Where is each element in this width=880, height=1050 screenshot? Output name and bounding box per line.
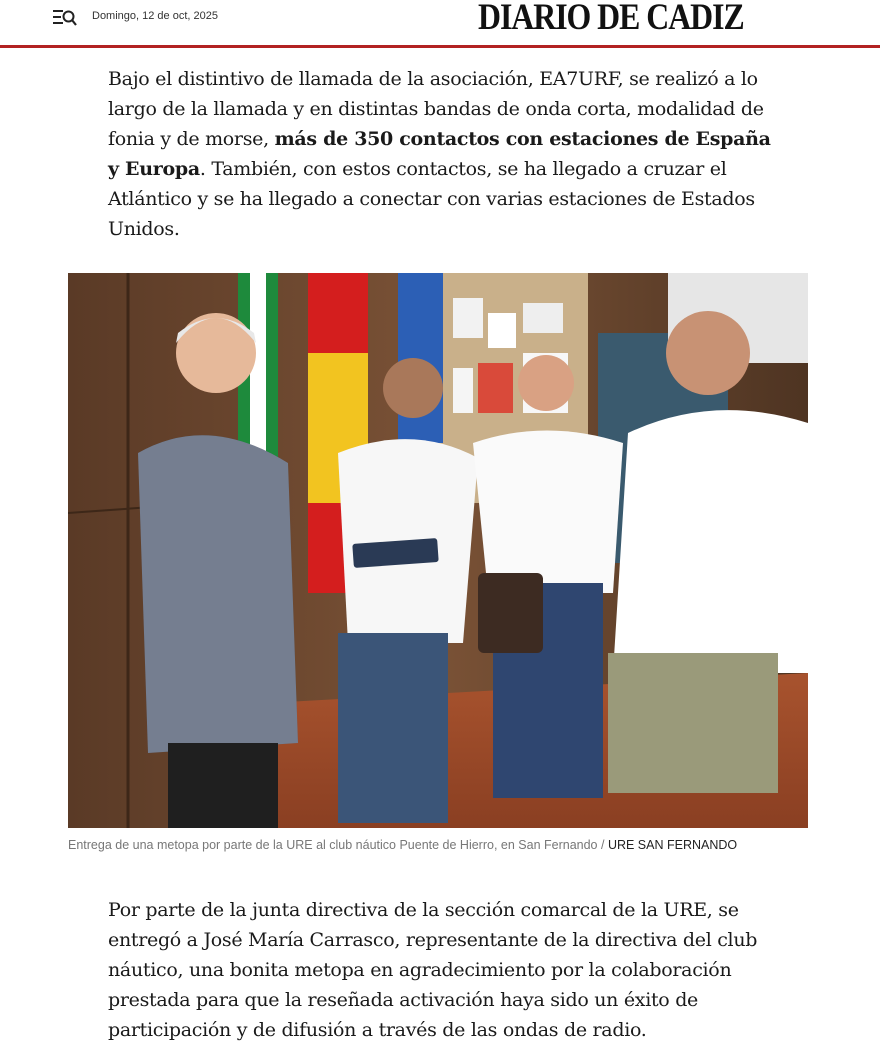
photo-caption xyxy=(68,838,828,852)
caption-text: Entrega de una metopa por parte de la URE al club náutico Puente de Hierro, en San Fernando / xyxy=(68,838,608,852)
article-photo xyxy=(68,273,808,828)
paragraph-1-bold-text: más de 350 contactos con estaciones de España y Europa xyxy=(108,128,771,180)
photo-illustration xyxy=(68,273,808,828)
top-header xyxy=(0,0,880,48)
menu-search-icon[interactable] xyxy=(52,8,78,28)
article-paragraph-1 xyxy=(108,64,776,244)
current-date: Domingo, 12 de oct, 2025 xyxy=(92,10,218,22)
paragraph-1-text-end: . También, con estos contactos, se ha llegado a cruzar el Atlántico y se ha llegado a conectar con varias estaciones de Estados Unidos. xyxy=(108,158,755,240)
paragraph-1-text: Bajo el distintivo de llamada de la asociación, EA7URF, se realizó a lo largo de la llamada y en distintas bandas de onda corta, modalidad de fonia y de morse, xyxy=(108,68,764,150)
site-logo[interactable]: DIARIO DE CADIZ xyxy=(478,0,744,38)
photo-credit: URE SAN FERNANDO xyxy=(607,838,738,852)
article-paragraph-2: Por parte de la junta directiva de la sección comarcal de la URE, se entregó a José María Carrasco, representante de la directiva del club náutico, una bonita metopa en agradecimiento por la colaboración prestada para que la reseñada activación haya sido un éxito de participación y de difusión a través de las ondas de radio. xyxy=(108,899,758,1041)
